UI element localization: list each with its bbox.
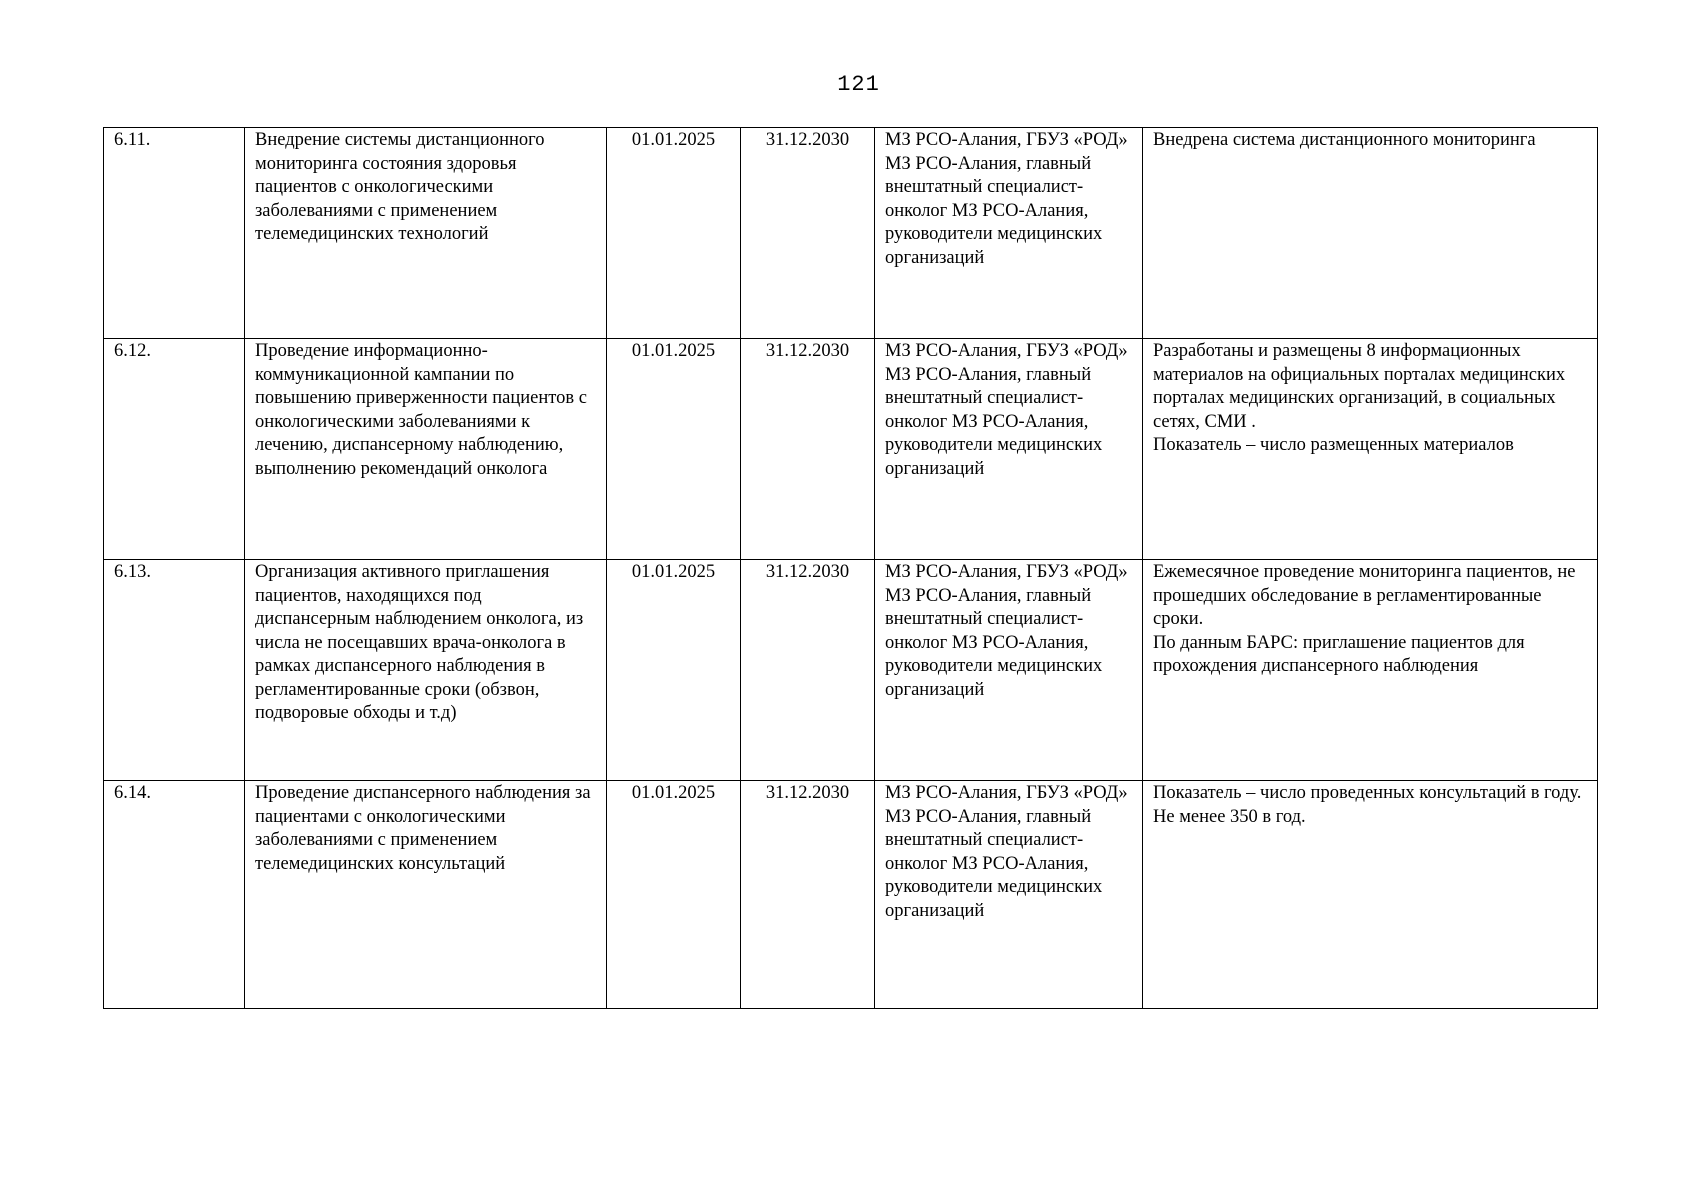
- activity-cell: [245, 128, 607, 339]
- result-text: Ежемесячное проведение мониторинга пациентов, не прошедших обследование в регламентированные сроки. По данным БАРС: приглашение пациентов для прохождения диспансерного наблюдения: [1153, 562, 1576, 676]
- responsible-cell: [875, 128, 1143, 339]
- result-cell: [1143, 128, 1598, 339]
- row-number: 6.14.: [104, 781, 245, 1009]
- end-date: 31.12.2030: [741, 560, 875, 781]
- responsible-text: МЗ РСО-Алания, ГБУЗ «РОД» МЗ РСО-Алания, главный внештатный специалист-онколог МЗ РСО-Алания, руководители медицинских организаций: [885, 783, 1128, 921]
- table-row: [104, 339, 1598, 560]
- responsible-text: МЗ РСО-Алания, ГБУЗ «РОД» МЗ РСО-Алания, главный внештатный специалист-онколог МЗ РСО-Алания, руководители медицинских организаций: [885, 341, 1128, 479]
- responsible-text: МЗ РСО-Алания, ГБУЗ «РОД» МЗ РСО-Алания, главный внештатный специалист-онколог МЗ РСО-Алания, руководители медицинских организаций: [885, 562, 1128, 700]
- activity-cell: [245, 781, 607, 1009]
- end-date: 31.12.2030: [741, 781, 875, 1009]
- start-date: 01.01.2025: [607, 128, 741, 339]
- end-date: 31.12.2030: [741, 128, 875, 339]
- result-text: Показатель – число проведенных консультаций в году. Не менее 350 в год.: [1153, 783, 1582, 827]
- page-number: 121: [837, 72, 880, 97]
- responsible-cell: [875, 781, 1143, 1009]
- activity-text: Организация активного приглашения пациентов, находящихся под диспансерным наблюдением онколога, из числа не посещавших врача-онколога в рамках диспансерного наблюдения в регламентированные сроки (обзвон, подворовые обходы и т.д): [255, 562, 584, 723]
- row-number: 6.12.: [104, 339, 245, 560]
- result-cell: [1143, 339, 1598, 560]
- start-date: 01.01.2025: [607, 339, 741, 560]
- table-row: [104, 128, 1598, 339]
- result-text: Разработаны и размещены 8 информационных материалов на официальных порталах медицинских порталах медицинских организаций, в социальных сетях, СМИ . Показатель – число размещенных материалов: [1153, 341, 1566, 455]
- start-date: 01.01.2025: [607, 781, 741, 1009]
- result-cell: [1143, 781, 1598, 1009]
- result-cell: [1143, 560, 1598, 781]
- result-text: Внедрена система дистанционного мониторинга: [1153, 130, 1536, 150]
- table-row: [104, 781, 1598, 1009]
- start-date: 01.01.2025: [607, 560, 741, 781]
- responsible-text: МЗ РСО-Алания, ГБУЗ «РОД» МЗ РСО-Алания, главный внештатный специалист-онколог МЗ РСО-Алания, руководители медицинских организаций: [885, 130, 1128, 268]
- measures-table: [103, 127, 1598, 1009]
- row-number: 6.13.: [104, 560, 245, 781]
- activity-cell: [245, 339, 607, 560]
- activity-text: Внедрение системы дистанционного мониторинга состояния здоровья пациентов с онкологическими заболеваниями с применением телемедицинских технологий: [255, 130, 545, 244]
- activity-text: Проведение диспансерного наблюдения за пациентами с онкологическими заболеваниями с применением телемедицинских консультаций: [255, 783, 591, 874]
- responsible-cell: [875, 560, 1143, 781]
- activity-cell: [245, 560, 607, 781]
- activity-text: Проведение информационно-коммуникационной кампании по повышению приверженности пациентов с онкологическими заболеваниями к лечению, диспансерному наблюдению, выполнению рекомендаций онколога: [255, 341, 587, 479]
- end-date: 31.12.2030: [741, 339, 875, 560]
- responsible-cell: [875, 339, 1143, 560]
- table-row: [104, 560, 1598, 781]
- row-number: 6.11.: [104, 128, 245, 339]
